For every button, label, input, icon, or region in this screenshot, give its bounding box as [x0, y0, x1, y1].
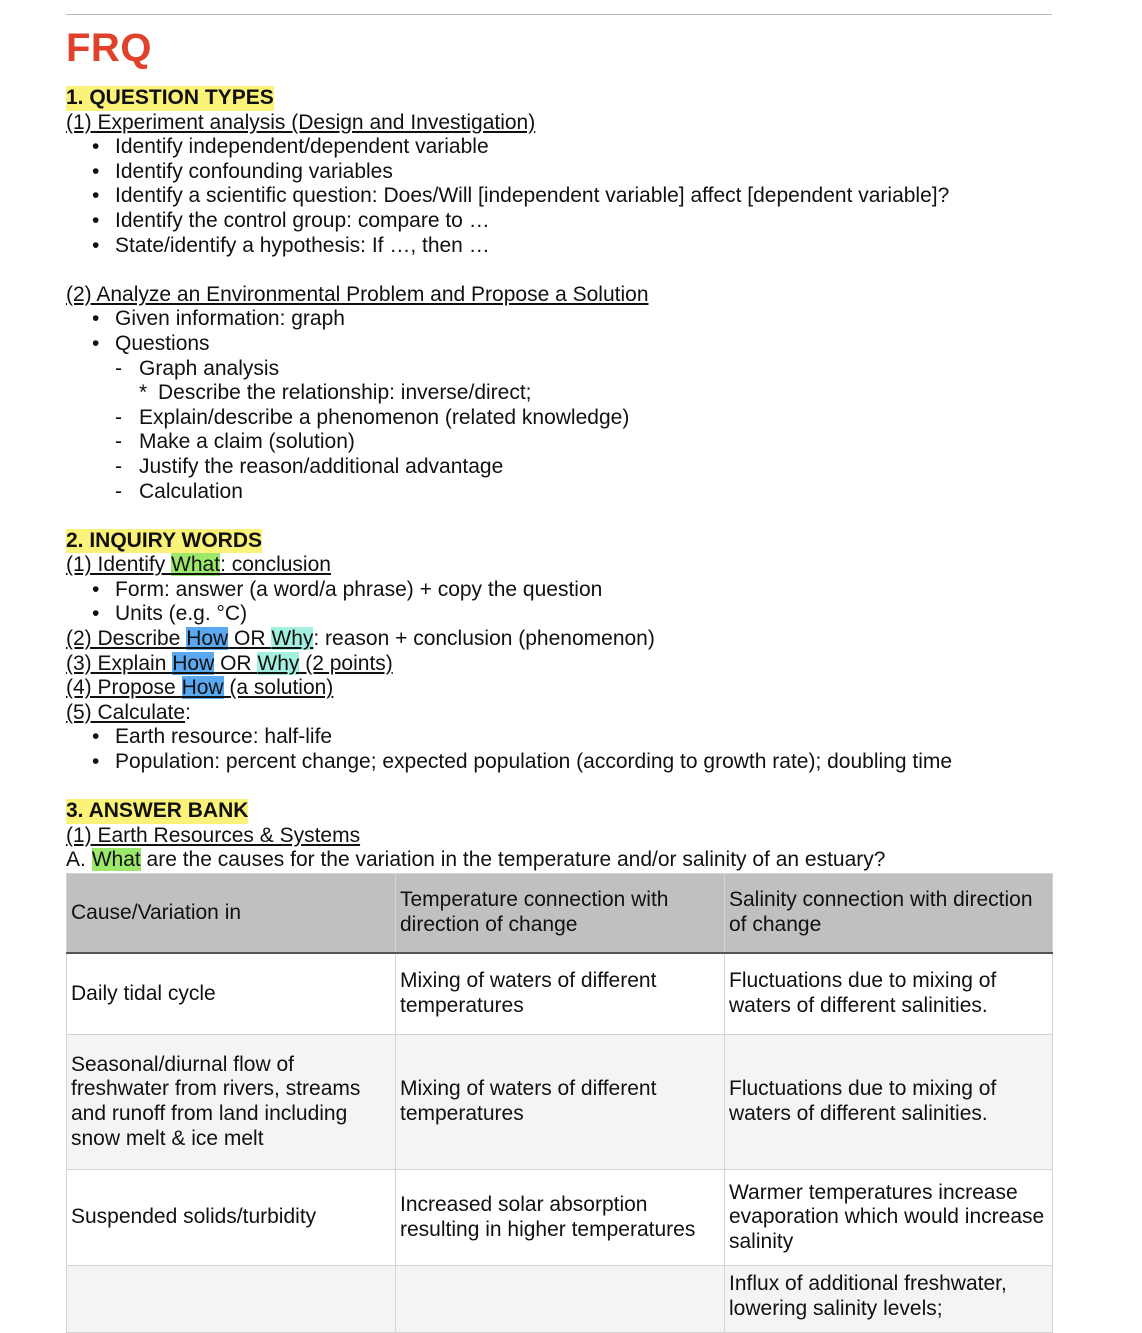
table-cell: Increased solar absorption resulting in higher temperatures: [396, 1170, 725, 1266]
questions-sublist: [66, 357, 1052, 382]
subheading-earth-resources: (1) Earth Resources & Systems: [66, 823, 361, 847]
keyword-what: What: [91, 848, 141, 872]
top-divider: [66, 14, 1052, 15]
list-item: - Make a claim (solution): [139, 430, 1052, 455]
calculate-list: [66, 725, 1052, 774]
document-body: [66, 86, 1052, 1333]
list-item: * Describe the relationship: inverse/direct;: [66, 381, 1052, 406]
list-item: • Given information: graph: [115, 307, 1052, 332]
table-row: [67, 953, 1053, 1035]
list-item: • Identify independent/dependent variable: [115, 135, 1052, 160]
list-item: • Identify a scientific question: Does/Will [independent variable] affect [dependent variable]?: [115, 184, 1052, 209]
table-row: [67, 1035, 1053, 1170]
question-a: A. What are the causes for the variation in the temperature and/or salinity of an estuary?: [66, 848, 886, 872]
keyword-how: How: [186, 627, 229, 651]
list-item: • Earth resource: half-life: [115, 725, 1052, 750]
estuary-variation-table: [66, 873, 1053, 1333]
table-cell: Fluctuations due to mixing of waters of different salinities.: [725, 1035, 1053, 1170]
list-item: • State/identify a hypothesis: If …, then …: [115, 234, 1052, 259]
list-item: • Identify the control group: compare to …: [115, 209, 1052, 234]
keyword-how: How: [172, 651, 215, 675]
environmental-problem-list: [66, 307, 1052, 356]
table-cell: Warmer temperatures increase evaporation which would increase salinity: [725, 1170, 1053, 1266]
table-cell: Mixing of waters of different temperatures: [396, 953, 725, 1035]
subheading-environmental-problem: (2) Analyze an Environmental Problem and Propose a Solution: [66, 282, 649, 306]
questions-sublist-continued: [66, 406, 1052, 504]
table-header-cell: Temperature connection with direction of change: [396, 874, 725, 954]
keyword-how: How: [181, 676, 224, 700]
table-cell: [67, 1266, 396, 1333]
list-item: - Calculation: [139, 480, 1052, 505]
table-cell: Suspended solids/turbidity: [67, 1170, 396, 1266]
inquiry-explain: (3) Explain How OR Why (2 points): [66, 651, 393, 675]
list-item: • Identify confounding variables: [115, 160, 1052, 185]
list-item: • Units (e.g. °C): [115, 602, 1052, 627]
section-heading-question-types: 1. QUESTION TYPES: [66, 86, 274, 109]
keyword-why: Why: [271, 627, 314, 651]
table-row: [67, 1170, 1053, 1266]
inquiry-propose: (4) Propose How (a solution): [66, 676, 334, 700]
inquiry-calculate: (5) Calculate:: [66, 700, 191, 724]
section-heading-answer-bank: 3. ANSWER BANK: [66, 799, 249, 823]
table-cell: Daily tidal cycle: [67, 953, 396, 1035]
table-cell: Seasonal/diurnal flow of freshwater from rivers, streams and runoff from land including snow melt & ice melt: [67, 1035, 396, 1170]
table-cell: [396, 1266, 725, 1333]
identify-list: [66, 578, 1052, 627]
inquiry-identify: (1) Identify What: conclusion: [66, 553, 331, 577]
keyword-what: What: [171, 553, 221, 577]
section-heading-inquiry-words: 2. INQUIRY WORDS: [66, 528, 263, 552]
subheading-experiment-analysis: (1) Experiment analysis (Design and Investigation): [66, 110, 536, 134]
table-header-cell: Cause/Variation in: [67, 874, 396, 954]
table-header-row: [67, 874, 1053, 954]
table-cell: Fluctuations due to mixing of waters of different salinities.: [725, 953, 1053, 1035]
list-item: - Justify the reason/additional advantage: [139, 455, 1052, 480]
keyword-why: Why: [257, 651, 300, 675]
inquiry-describe: (2) Describe How OR Why: reason + conclusion (phenomenon): [66, 627, 655, 651]
list-item: - Explain/describe a phenomenon (related knowledge): [139, 406, 1052, 431]
list-item: • Form: answer (a word/a phrase) + copy the question: [115, 578, 1052, 603]
table-cell: Mixing of waters of different temperatures: [396, 1035, 725, 1170]
table-cell: Influx of additional freshwater, lowering salinity levels;: [725, 1266, 1053, 1333]
table-header-cell: Salinity connection with direction of change: [725, 874, 1053, 954]
page-title: FRQ: [66, 26, 152, 70]
list-item: • Questions: [115, 332, 1052, 357]
experiment-analysis-list: [66, 135, 1052, 258]
table-row: [67, 1266, 1053, 1333]
list-item: • Population: percent change; expected population (according to growth rate); doubling time: [115, 750, 1052, 775]
list-item: - Graph analysis: [139, 357, 1052, 382]
